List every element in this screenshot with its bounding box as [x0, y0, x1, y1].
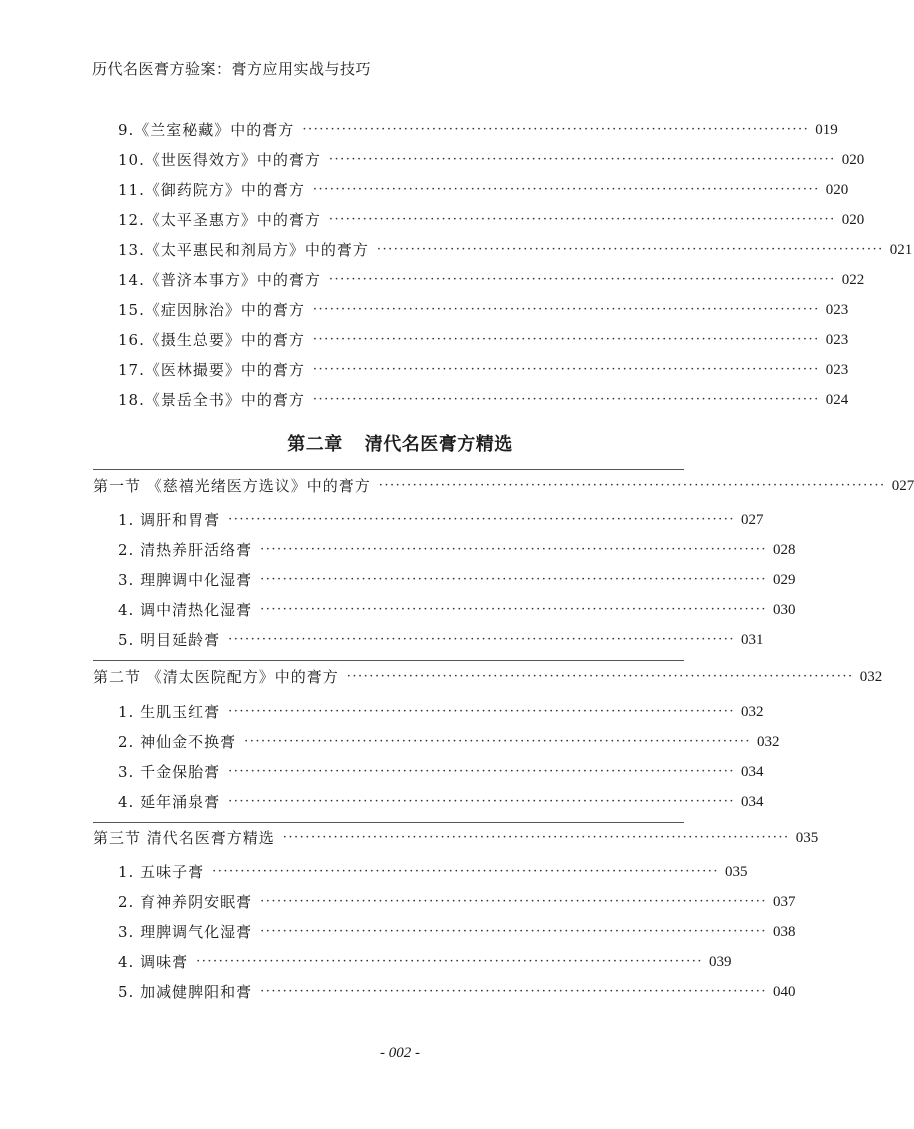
toc-entry-page: 038: [773, 924, 796, 940]
toc-entry-label: 4. 延年涌泉膏: [118, 793, 221, 811]
toc-entry[interactable]: [118, 268, 865, 292]
toc-entry[interactable]: [118, 508, 764, 532]
toc-entry-page: 028: [773, 542, 796, 558]
toc-entry[interactable]: [118, 890, 796, 914]
toc-entry[interactable]: [118, 178, 849, 202]
toc-section[interactable]: [93, 826, 819, 850]
toc-entry-label: 11.《御药院方》中的膏方: [118, 181, 305, 199]
toc-entry-label: 5. 加减健脾阳和膏: [118, 983, 253, 1001]
dot-leader: ··························································································: [196, 954, 704, 969]
dot-leader: ··························································································: [212, 864, 720, 879]
toc-entry-label: 16.《摄生总要》中的膏方: [118, 331, 305, 349]
toc-entry[interactable]: [118, 298, 849, 322]
dot-leader: ··························································································: [260, 984, 768, 999]
dot-leader: ··························································································: [346, 669, 854, 684]
toc-entry-label: 12.《太平圣惠方》中的膏方: [118, 211, 321, 229]
toc-section-label: 第二节 《清太医院配方》中的膏方: [93, 668, 339, 686]
toc-entry-page: 027: [741, 512, 764, 528]
toc-entry[interactable]: [118, 328, 849, 352]
dot-leader: ··························································································: [312, 332, 820, 347]
toc-entry-label: 18.《景岳全书》中的膏方: [118, 391, 305, 409]
dot-leader: ··························································································: [228, 632, 736, 647]
toc-entry-label: 1. 调肝和胃膏: [118, 511, 221, 529]
toc-entry[interactable]: [118, 860, 748, 884]
toc-entry[interactable]: [118, 950, 732, 974]
toc-entry-label: 4. 调中清热化湿膏: [118, 601, 253, 619]
dot-leader: ··························································································: [328, 152, 836, 167]
toc-entry-page: 020: [825, 182, 849, 198]
page-number: - 002 -: [380, 1045, 420, 1061]
toc-section-page: 035: [795, 830, 819, 846]
toc-entry[interactable]: [118, 568, 796, 592]
dot-leader: ··························································································: [312, 392, 820, 407]
dot-leader: ··························································································: [228, 704, 736, 719]
running-header: 历代名医膏方验案：膏方应用实战与技巧: [92, 60, 372, 78]
chapter-title: 清代名医膏方精选: [364, 434, 513, 455]
toc-entry-page: 030: [773, 602, 796, 618]
toc-entry[interactable]: [118, 148, 865, 172]
toc-entry-page: 040: [773, 984, 796, 1000]
toc-entry-page: 029: [773, 572, 796, 588]
toc-entry-page: 034: [741, 764, 764, 780]
dot-leader: ··························································································: [312, 182, 820, 197]
toc-entry[interactable]: [118, 760, 764, 784]
toc-entry[interactable]: [118, 920, 796, 944]
toc-entry-label: 2. 神仙金不换膏: [118, 733, 237, 751]
dot-leader: ··························································································: [378, 478, 886, 493]
dot-leader: ··························································································: [282, 830, 790, 845]
toc-entry-label: 9.《兰室秘藏》中的膏方: [118, 121, 295, 139]
section-divider: [93, 469, 684, 470]
toc-entry-page: 019: [815, 122, 838, 138]
toc-entry-page: 031: [741, 632, 764, 648]
dot-leader: ··························································································: [328, 212, 836, 227]
toc-entry-page: 024: [825, 392, 849, 408]
chapter-heading[interactable]: [0, 430, 800, 456]
toc-entry-label: 14.《普济本事方》中的膏方: [118, 271, 321, 289]
toc-entry[interactable]: [118, 238, 913, 262]
section-divider: [93, 660, 684, 661]
toc-entry-page: 023: [825, 332, 849, 348]
toc-section-label: 第一节 《慈禧光绪医方选议》中的膏方: [93, 477, 371, 495]
toc-entry-page: 023: [825, 302, 849, 318]
toc-entry-label: 1. 五味子膏: [118, 863, 205, 881]
toc-section-page: 027: [891, 478, 914, 494]
toc-section[interactable]: [93, 474, 914, 498]
toc-section-label: 第三节 清代名医膏方精选: [93, 829, 275, 847]
toc-entry-label: 2. 清热养肝活络膏: [118, 541, 253, 559]
toc-section[interactable]: [93, 665, 883, 689]
toc-entry-page: 020: [841, 212, 865, 228]
toc-entry[interactable]: [118, 118, 838, 142]
toc-entry-page: 023: [825, 362, 849, 378]
toc-entry-page: 037: [773, 894, 796, 910]
toc-entry-page: 032: [741, 704, 764, 720]
dot-leader: ··························································································: [228, 794, 736, 809]
toc-entry[interactable]: [118, 700, 764, 724]
chapter-number: 第二章: [287, 434, 343, 455]
toc-entry-page: 035: [725, 864, 748, 880]
toc-entry-label: 5. 明目延龄膏: [118, 631, 221, 649]
toc-entry[interactable]: [118, 208, 865, 232]
dot-leader: ··························································································: [260, 602, 768, 617]
dot-leader: ··························································································: [244, 734, 752, 749]
toc-entry-label: 13.《太平惠民和剂局方》中的膏方: [118, 241, 369, 259]
dot-leader: ··························································································: [228, 764, 736, 779]
dot-leader: ··························································································: [260, 542, 768, 557]
dot-leader: ··························································································: [260, 924, 768, 939]
toc-entry-label: 4. 调味膏: [118, 953, 189, 971]
toc-entry-label: 1. 生肌玉红膏: [118, 703, 221, 721]
toc-entry[interactable]: [118, 628, 764, 652]
toc-entry[interactable]: [118, 980, 796, 1004]
dot-leader: ··························································································: [260, 572, 768, 587]
toc-entry-label: 3. 千金保胎膏: [118, 763, 221, 781]
dot-leader: ··························································································: [228, 512, 736, 527]
toc-section-page: 032: [859, 669, 883, 685]
toc-entry-label: 2. 育神养阴安眠膏: [118, 893, 253, 911]
dot-leader: ··························································································: [312, 302, 820, 317]
toc-entry[interactable]: [118, 538, 796, 562]
toc-entry-label: 15.《症因脉治》中的膏方: [118, 301, 305, 319]
toc-entry-page: 020: [841, 152, 865, 168]
dot-leader: ··························································································: [312, 362, 820, 377]
toc-entry[interactable]: [118, 790, 764, 814]
toc-entry-label: 3. 理脾调气化湿膏: [118, 923, 253, 941]
dot-leader: ··························································································: [376, 242, 884, 257]
toc-entry-page: 022: [841, 272, 865, 288]
section-divider: [93, 822, 684, 823]
toc-entry-page: 032: [757, 734, 780, 750]
toc-entry-page: 034: [741, 794, 764, 810]
toc-entry-page: 039: [709, 954, 732, 970]
dot-leader: ··························································································: [328, 272, 836, 287]
dot-leader: ··························································································: [260, 894, 768, 909]
dot-leader: ··························································································: [302, 122, 810, 137]
toc-entry[interactable]: [118, 730, 780, 754]
toc-entry[interactable]: [118, 358, 849, 382]
toc-entry-label: 10.《世医得效方》中的膏方: [118, 151, 321, 169]
toc-entry[interactable]: [118, 598, 796, 622]
toc-entry-page: 021: [889, 242, 913, 258]
toc-entry-label: 3. 理脾调中化湿膏: [118, 571, 253, 589]
toc-entry-label: 17.《医林撮要》中的膏方: [118, 361, 305, 379]
toc-entry[interactable]: [118, 388, 849, 412]
